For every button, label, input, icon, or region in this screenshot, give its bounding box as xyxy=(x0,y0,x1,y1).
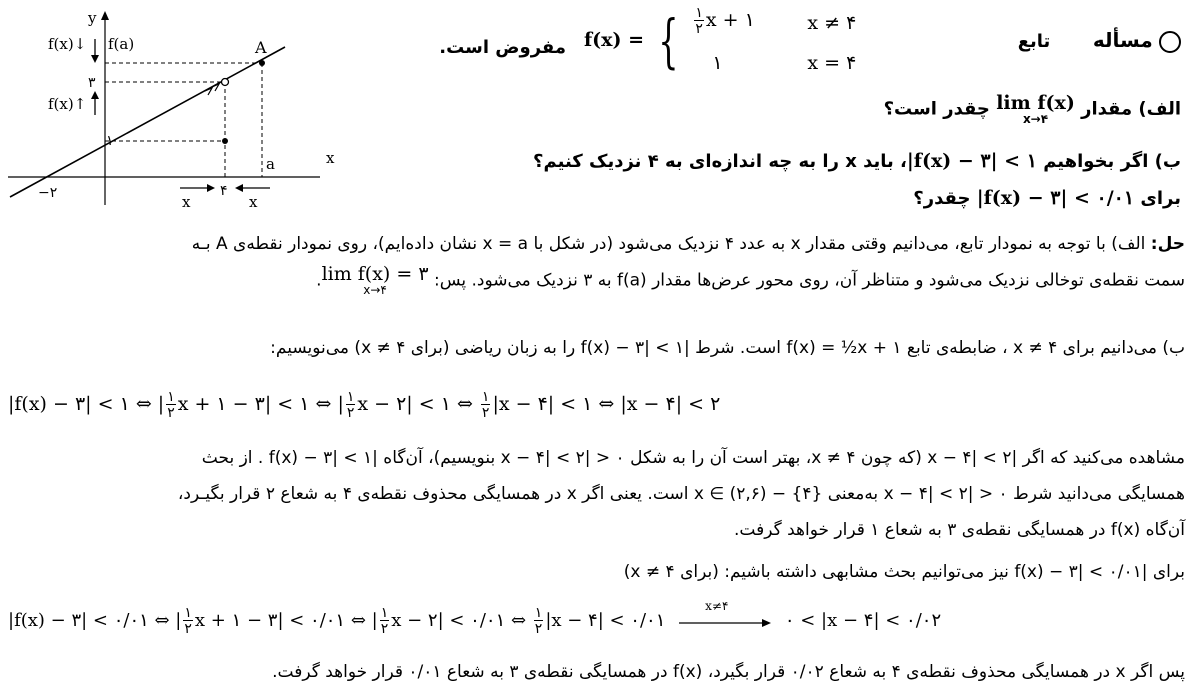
arrow-up-icon xyxy=(91,91,99,99)
piece-top-cond: x ≠ ۴ xyxy=(807,12,857,34)
solution-line5: همسایگی می‌دانید شرط ۰ < |x − ۴| < ۲ به‌معنی x ∈ (۲,۶) − {۴} است. یعنی اگر x در همسایگی محذوف نقطه‌ی ۴ به شعاع ۲ قرار بگیـرد، xyxy=(177,484,1185,504)
part-a-end: چقدر است؟ xyxy=(883,98,990,120)
tick-xm2: −۲ xyxy=(38,185,58,201)
label-fx-up: f(x)↑ xyxy=(48,95,87,113)
part-b-row1 xyxy=(533,150,1181,173)
problem-intro: تابع xyxy=(1017,31,1051,52)
eq1-d: |x − ۴| < ۱ ⇔ |x − ۴| < ۲ xyxy=(492,393,721,415)
piece-top-expr: x + ۱ xyxy=(705,9,755,31)
arrow-left-icon xyxy=(235,184,243,192)
solution-text1: الف) با توجه به نمودار تابع، می‌دانیم وقتی مقدار x به عدد ۴ نزدیک می‌شود (در شکل با x = a نشان داده‌ایم)، روی نمودار نقطه‌ی A بـه xyxy=(191,234,1146,254)
circle-icon xyxy=(1159,31,1181,53)
eq2-a: |f(x) − ۳| < ۰/۰۱ ⇔ | xyxy=(8,610,182,631)
y-axis-arrow xyxy=(101,11,109,20)
filled-point xyxy=(222,138,228,144)
solution-line8: پس اگر x در همسایگی محذوف نقطه‌ی ۴ به شعاع ۰/۰۲ قرار بگیرد، f(x) در همسایگی نقطه‌ی ۳ به شعاع ۰/۰۱ قرار خواهد گرفت. xyxy=(272,662,1185,682)
part-a-row xyxy=(884,94,1181,125)
solution-lim-sub: x→۴ xyxy=(363,283,387,297)
x-left-label: x xyxy=(182,193,191,211)
implies-arrow xyxy=(677,599,773,633)
part-b-cond2: |f(x) − ۳| < ۰/۰۱ xyxy=(976,187,1135,209)
solution-label: حل: xyxy=(1150,234,1185,254)
part-a-label: الف) مقدار xyxy=(1081,98,1181,120)
part-a-lim: lim f(x) xyxy=(996,92,1075,114)
assumed-text: مفروض است. xyxy=(439,37,566,58)
solution-lim: lim f(x) = ۳ xyxy=(321,263,429,285)
part-b-4: چقدر؟ xyxy=(913,188,971,209)
solution-line1 xyxy=(192,234,1185,254)
eq2-b: x + ۱ − ۳| < ۰/۰۱ ⇔ | xyxy=(194,610,378,631)
piece-bot-cond: x = ۴ xyxy=(807,52,857,74)
solution-line3: ب) می‌دانیم برای x ≠ ۴ ، ضابطه‌ی تابع f(x) = ½x + ۱ است. شرط |f(x) − ۳| < ۱ را به زبان ریاضی (برای x ≠ ۴) می‌نویسیم: xyxy=(270,338,1185,358)
arrow-down-icon xyxy=(91,55,99,63)
label-fa: f(a) xyxy=(108,35,135,53)
implies-arrow-label: x≠۴ xyxy=(705,599,729,613)
eq2-c: x − ۲| < ۰/۰۱ ⇔ xyxy=(391,610,527,631)
problem-title: مسأله xyxy=(1092,28,1153,52)
fx-eq: f(x) = xyxy=(584,29,645,51)
solution-line2: سمت نقطه‌ی توخالی نزدیک می‌شود و متناظر آن، روی محور عرض‌ها مقدار f(a) به ۳ نزدیک می‌شود. پس: lim f(x) = ۳ x→۴ . xyxy=(316,263,1185,297)
frac-den: ۲ xyxy=(695,21,703,37)
eq1-b: x + ۱ − ۳| < ۱ ⇔ | xyxy=(177,393,344,415)
eq1-c: x − ۲| < ۱ ⇔ xyxy=(357,393,473,415)
part-b-cond: |f(x) − ۳| < ۱ xyxy=(906,150,1037,172)
point-A xyxy=(259,60,265,66)
function-line xyxy=(10,47,285,197)
brace-icon: { xyxy=(658,7,679,75)
frac-num: ۱ xyxy=(695,5,703,21)
arrow-right-icon xyxy=(207,184,215,192)
point-a-label: a xyxy=(266,155,275,173)
eq2-e: ۰ < |x − ۴| < ۰/۰۲ xyxy=(784,610,942,631)
point-A-label: A xyxy=(255,38,267,57)
tick-y1: ۱ xyxy=(106,133,114,149)
piece-bot-expr: ۱ xyxy=(712,52,723,74)
eq2-d: |x − ۴| < ۰/۰۱ xyxy=(545,610,666,631)
part-b-2: ، باید x را به چه اندازه‌ای به ۴ نزدیک کنیم؟ xyxy=(533,151,907,172)
part-b-1: ب) اگر بخواهیم xyxy=(1043,151,1181,172)
problem-title-row xyxy=(1018,28,1181,53)
label-fx-down: f(x)↓ xyxy=(48,35,87,53)
part-b-3: برای xyxy=(1140,188,1181,209)
solution-line6: آن‌گاه f(x) در همسایگی نقطه‌ی ۳ به شعاع ۱ قرار خواهد گرفت. xyxy=(734,520,1185,540)
solution-line4: مشاهده می‌کنید که اگر |x − ۴| < ۲ (که چون x ≠ ۴، بهتر است آن را به شکل ۰ < |x − ۴| < ۲ بنویسیم)، آن‌گاه |f(x) − ۳| < ۱ . از بحث xyxy=(201,448,1185,468)
part-b-row2 xyxy=(913,187,1181,210)
y-axis-label: y xyxy=(88,9,97,27)
tick-y3: ۳ xyxy=(88,75,96,91)
tick-x4: ۴ xyxy=(220,183,228,199)
hollow-point xyxy=(222,79,229,86)
equation-1: |f(x) − ۳| < ۱ ⇔ | $\frac{۱}{۲}$ x + ۱ − ۳| < ۱ ⇔ | $\frac{۱}{۲}$ x − ۲| < ۱ ⇔ $\frac{۱}{۲}$ |x − ۴| < ۱ ⇔ |x − ۴| < ۲ xyxy=(8,389,721,421)
part-a-lim-sub: x→۴ xyxy=(1022,112,1049,126)
equation-2: |f(x) − ۳| < ۰/۰۱ ⇔ | $\frac{۱}{۲}$ x + ۱ − ۳| < ۰/۰۱ ⇔ | $\frac{۱}{۲}$ x − ۲| < ۰/۰۱ ⇔ $\frac{۱}{۲}$ |x − ۴| < ۰/۰۱ x≠۴ ۰ < |x − ۴| < ۰/۰۲ xyxy=(8,599,942,637)
x-right-label: x xyxy=(249,193,258,211)
piecewise-definition xyxy=(584,6,862,76)
x-axis-label: x xyxy=(326,149,335,167)
solution-line7: برای |f(x) − ۳| < ۰/۰۱ نیز می‌توانیم بحث مشابهی داشته باشیم: (برای x ≠ ۴) xyxy=(623,562,1185,582)
eq1-a: |f(x) − ۳| < ۱ ⇔ | xyxy=(8,393,165,415)
function-graph xyxy=(0,5,345,220)
solution-text2: سمت نقطه‌ی توخالی نزدیک می‌شود و متناظر آن، روی محور عرض‌ها مقدار f(a) به ۳ نزدیک می‌شود. پس: xyxy=(433,270,1185,291)
